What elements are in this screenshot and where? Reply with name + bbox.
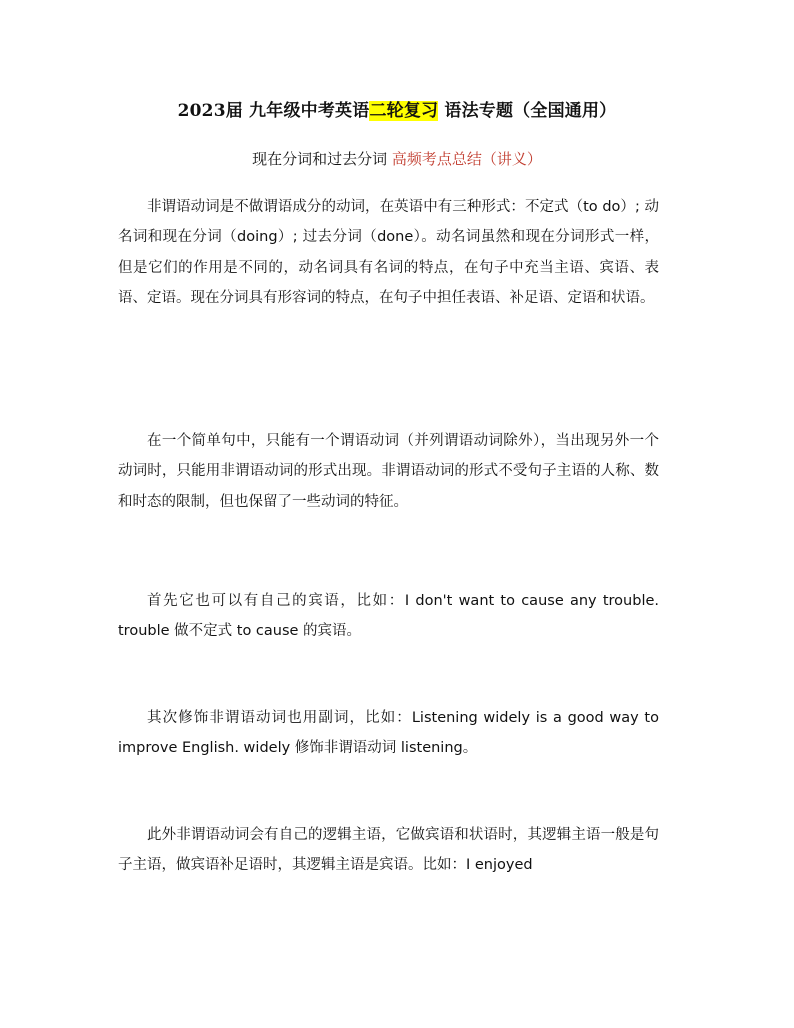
paragraph-adverb: 其次修饰非谓语动词也用副词，比如：Listening widely is a good way to improve English. widely 修饰非谓语动词 listening。 <box>118 710 659 757</box>
title-text-part2: 语法专题（全国通用） <box>438 101 617 121</box>
page-title <box>0 96 794 121</box>
title-text-part1: 2023届 九年级中考英语 <box>177 101 370 121</box>
paragraph-object: 首先它也可以有自己的宾语，比如：I don't want to cause any trouble. trouble 做不定式 to cause 的宾语。 <box>118 593 659 640</box>
paragraph-intro: 非谓语动词是不做谓语成分的动词，在英语中有三种形式：不定式（to do）; 动名词和现在分词（doing）; 过去分词（done）。动名词虽然和现在分词形式一样，但是它们的作用是不同的，动名词具有名词的特点，在句子中充当主语、宾语、表语、定语。现在分词具有形容词的特点，在句子中担任表语、补足语、定语和状语。 <box>118 199 659 306</box>
subtitle-summary: 高频考点总结（讲义） <box>391 150 542 168</box>
subtitle-topic: 现在分词和过去分词 <box>252 150 392 168</box>
title-highlight: 二轮复习 <box>369 101 439 121</box>
paragraph-simple-sentence: 在一个简单句中，只能有一个谓语动词（并列谓语动词除外），当出现另外一个动词时，只能用非谓语动词的形式出现。非谓语动词的形式不受句子主语的人称、数和时态的限制，但也保留了一些动词的特征。 <box>118 433 659 510</box>
paragraph-logical-subject: 此外非谓语动词会有自己的逻辑主语，它做宾语和状语时，其逻辑主语一般是句子主语，做宾语补足语时，其逻辑主语是宾语。比如：I enjoyed <box>118 827 659 874</box>
subtitle <box>0 148 794 169</box>
